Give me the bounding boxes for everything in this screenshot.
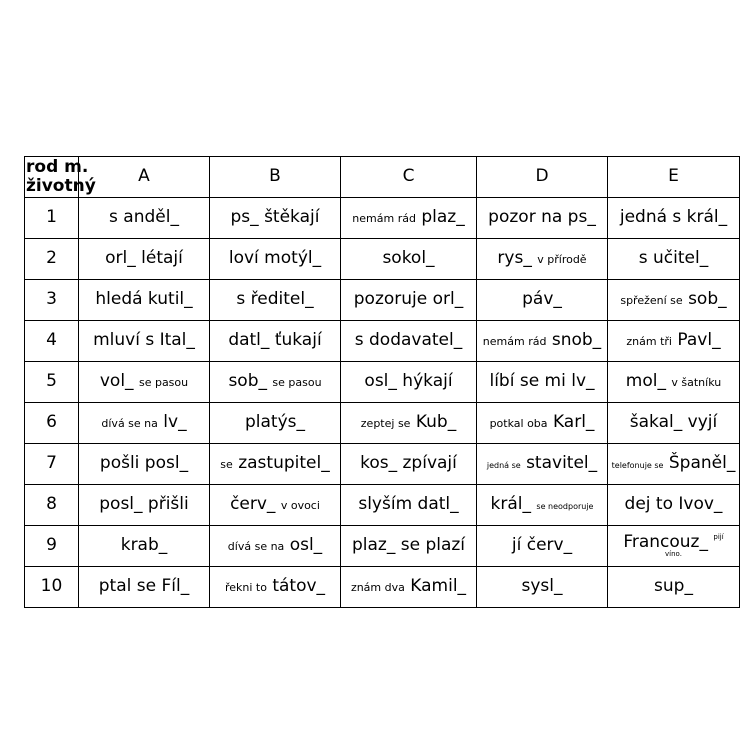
cell-c (341, 239, 477, 280)
cell-e (608, 198, 740, 239)
cell-suffix: v přírodě (537, 253, 587, 267)
cell-c (341, 444, 477, 485)
cell-prefix: zeptej se (360, 417, 411, 431)
row-number: 8 (25, 485, 79, 526)
cell-text: jí červ_ (511, 535, 573, 556)
cell-b (210, 239, 341, 280)
cell-text: datl_ ťukají (228, 330, 322, 351)
cell-suffix: v šatníku (671, 376, 722, 390)
cell-e (608, 280, 740, 321)
cell-text: s učitel_ (638, 248, 709, 269)
cell-text: loví motýl_ (228, 248, 322, 269)
cell-text: rys_ (497, 248, 532, 269)
cell-text: sob_ (228, 371, 267, 392)
cell-e (608, 526, 740, 567)
table-row (25, 403, 740, 444)
cell-b (210, 198, 341, 239)
cell-d (477, 198, 608, 239)
cell-b (210, 321, 341, 362)
column-header-d: D (477, 157, 608, 198)
cell-b (210, 526, 341, 567)
cell-text: osl_ hýkají (364, 371, 453, 392)
column-header-e: E (608, 157, 740, 198)
cell-text: šakal_ vyjí (629, 412, 718, 433)
cell-second-line: víno. (665, 550, 682, 559)
cell-text: stavitel_ (526, 453, 598, 474)
cell-e (608, 321, 740, 362)
table-row (25, 485, 740, 526)
cell-prefix: znám dva (350, 581, 405, 595)
cell-d (477, 403, 608, 444)
cell-e (608, 444, 740, 485)
cell-text: pošli posl_ (99, 453, 189, 474)
cell-text: orl_ létají (105, 248, 183, 269)
cell-text: pozor na ps_ (488, 207, 596, 228)
cell-a (79, 444, 210, 485)
table-row (25, 567, 740, 608)
cell-e (608, 485, 740, 526)
cell-d (477, 526, 608, 567)
cell-text: Karl_ (552, 412, 595, 433)
cell-text: posl_ přišli (99, 494, 189, 515)
table-row (25, 198, 740, 239)
cell-text: pozoruje orl_ (353, 289, 464, 310)
cell-c (341, 403, 477, 444)
cell-text: plaz_ (421, 207, 465, 228)
cell-prefix: telefonuje se (611, 461, 664, 471)
cell-text: kos_ zpívají (360, 453, 457, 474)
cell-c (341, 567, 477, 608)
cell-a (79, 280, 210, 321)
row-number: 9 (25, 526, 79, 567)
cell-text: Španěl_ (668, 453, 736, 474)
cell-d (477, 444, 608, 485)
cell-prefix: spřežení se (620, 294, 683, 308)
cell-a (79, 198, 210, 239)
cell-text: sysl_ (521, 576, 563, 597)
column-header-a: A (79, 157, 210, 198)
cell-text: Kamil_ (410, 576, 467, 597)
cell-suffix: se pasou (138, 376, 189, 390)
cell-suffix: se pasou (272, 376, 322, 390)
cell-text: s ředitel_ (236, 289, 314, 310)
row-number: 3 (25, 280, 79, 321)
row-number: 10 (25, 567, 79, 608)
table-row (25, 526, 740, 567)
cell-d (477, 280, 608, 321)
cell-b (210, 403, 341, 444)
cell-text: s anděl_ (109, 207, 179, 228)
cell-text: ptal se Fíl_ (98, 576, 190, 597)
cell-c (341, 362, 477, 403)
cell-d (477, 321, 608, 362)
cell-suffix: v ovoci (280, 499, 320, 513)
cell-text: Francouz_ (623, 531, 708, 552)
cell-prefix: dívá se na (101, 417, 158, 431)
table-row (25, 239, 740, 280)
cell-b (210, 567, 341, 608)
cell-a (79, 239, 210, 280)
cell-text: král_ (490, 494, 531, 515)
row-number: 1 (25, 198, 79, 239)
cell-text: zastupitel_ (238, 453, 330, 474)
cell-text: plaz_ se plazí (351, 535, 466, 556)
column-header-b: B (210, 157, 341, 198)
cell-c (341, 321, 477, 362)
row-number: 4 (25, 321, 79, 362)
row-number: 6 (25, 403, 79, 444)
header-row (25, 157, 740, 198)
cell-prefix: se (220, 458, 233, 472)
cell-e (608, 403, 740, 444)
table-row (25, 280, 740, 321)
table-row (25, 362, 740, 403)
cell-suffix: se neodporuje (536, 502, 594, 512)
row-number: 5 (25, 362, 79, 403)
cell-a (79, 567, 210, 608)
cell-text: ps_ štěkají (230, 207, 320, 228)
cell-text: dej to Ivov_ (624, 494, 723, 515)
cell-e (608, 239, 740, 280)
cell-b (210, 485, 341, 526)
cell-prefix: dívá se na (227, 540, 285, 554)
corner-line-2: životný (26, 176, 96, 196)
cell-b (210, 362, 341, 403)
cell-prefix: potkal oba (489, 417, 548, 431)
cell-b (210, 280, 341, 321)
column-header-c: C (341, 157, 477, 198)
exercise-table (24, 156, 740, 608)
cell-a (79, 403, 210, 444)
cell-a (79, 362, 210, 403)
cell-text: osl_ (289, 535, 323, 556)
table-row (25, 321, 740, 362)
cell-text: s dodavatel_ (354, 330, 463, 351)
cell-text: vol_ (99, 371, 134, 392)
cell-text: hledá kutil_ (95, 289, 193, 310)
cell-c (341, 198, 477, 239)
cell-text: červ_ (230, 494, 276, 515)
cell-d (477, 567, 608, 608)
cell-prefix: znám tři (626, 335, 672, 349)
cell-a (79, 485, 210, 526)
table-body (25, 157, 740, 608)
cell-d (477, 239, 608, 280)
cell-d (477, 485, 608, 526)
cell-text: Kub_ (415, 412, 457, 433)
row-number: 7 (25, 444, 79, 485)
corner-header (25, 157, 96, 198)
cell-e (608, 567, 740, 608)
cell-text: jedná s král_ (619, 207, 728, 228)
cell-c (341, 485, 477, 526)
cell-a (79, 526, 210, 567)
cell-text: sup_ (654, 576, 693, 597)
cell-text: slyším datl_ (358, 494, 459, 515)
cell-prefix: nemám rád (482, 335, 547, 349)
corner-line-1: rod m. (26, 157, 89, 178)
cell-c (341, 526, 477, 567)
cell-text: Pavl_ (677, 330, 721, 351)
cell-b (210, 444, 341, 485)
cell-c (341, 280, 477, 321)
table-row (25, 444, 740, 485)
cell-text: páv_ (522, 289, 562, 310)
cell-e (608, 362, 740, 403)
cell-text: snob_ (551, 330, 602, 351)
cell-d (477, 362, 608, 403)
row-number: 2 (25, 239, 79, 280)
cell-text: lv_ (163, 412, 187, 433)
cell-text: tátov_ (272, 576, 326, 597)
cell-text: sob_ (688, 289, 727, 310)
cell-prefix: řekni to (224, 581, 267, 595)
cell-text: mluví s Ital_ (93, 330, 195, 351)
cell-prefix: jedná se (486, 461, 521, 471)
cell-prefix: nemám rád (352, 212, 416, 226)
cell-suffix: pijí (713, 532, 724, 541)
cell-text: mol_ (625, 371, 666, 392)
cell-text: líbí se mi lv_ (489, 371, 595, 392)
cell-text: krab_ (120, 535, 168, 556)
cell-a (79, 321, 210, 362)
cell-text: platýs_ (244, 412, 305, 433)
cell-text: sokol_ (382, 248, 435, 269)
